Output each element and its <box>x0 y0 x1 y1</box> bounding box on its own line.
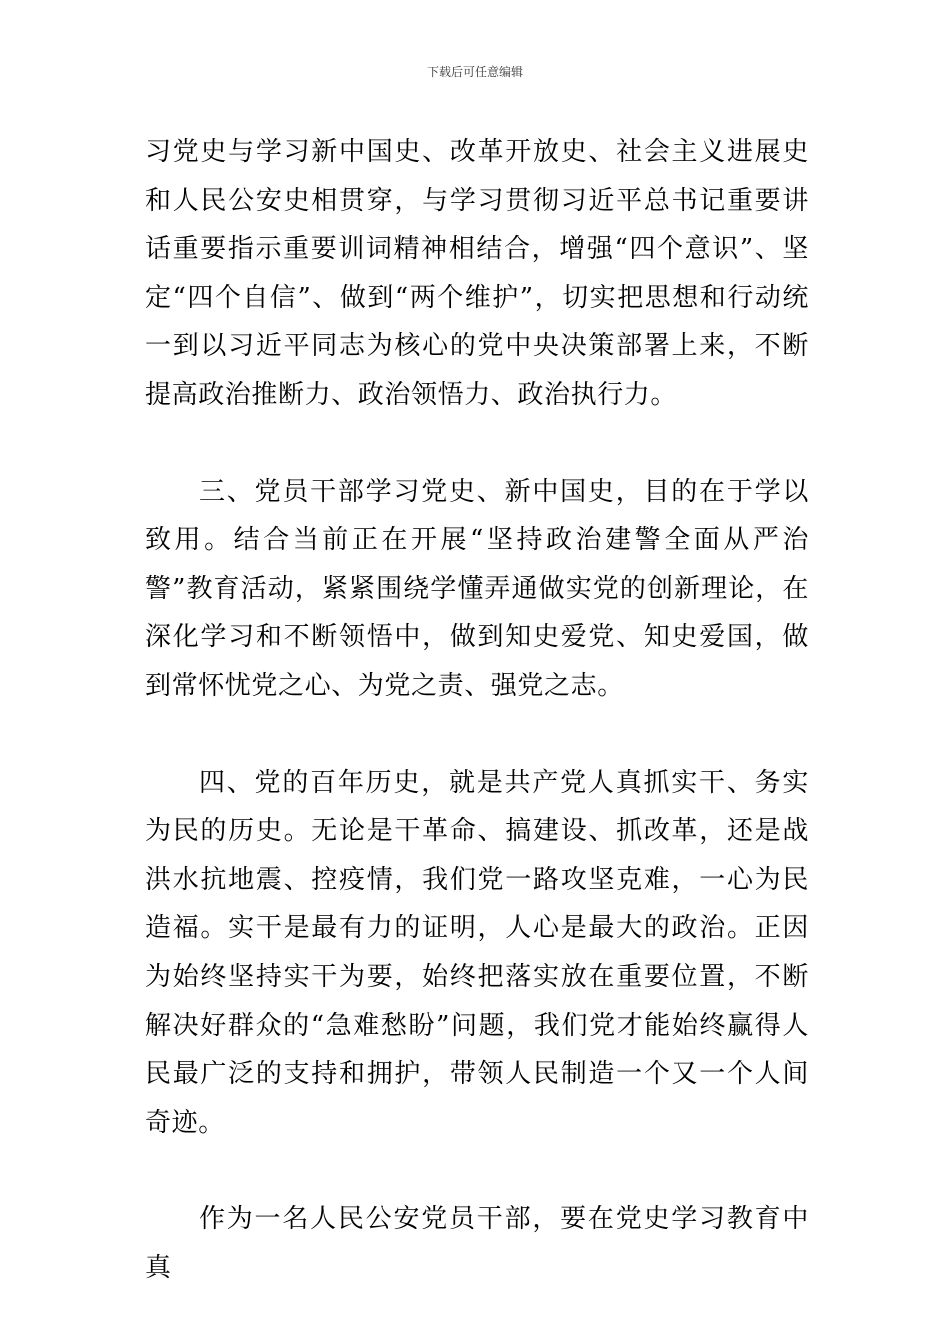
document-body <box>145 128 809 1292</box>
paragraph-4: 作为一名人民公安党员干部，要在党史学习教育中真 <box>145 1204 809 1283</box>
paragraph-1: 习党史与学习新中国史、改革开放史、社会主义进展史和人民公安史相贯穿，与学习贯彻习近平总书记重要讲话重要指示重要训词精神相结合，增强“四个意识”、坚定“四个自信”、做到“两个维护”，切实把思想和行动统一到以习近平同志为核心的党中央决策部署上来，不断提高政治推断力、政治领悟力、政治执行力。 <box>145 137 809 410</box>
paragraph-2: 三、党员干部学习党史、新中国史，目的在于学以致用。结合当前正在开展“坚持政治建警全面从严治警”教育活动，紧紧围绕学懂弄通做实党的创新理论，在深化学习和不断领悟中，做到知史爱党、知史爱国，做到常怀忧党之心、为党之责、强党之志。 <box>145 476 809 701</box>
page-header: 下载后可任意编辑 <box>426 65 523 79</box>
paragraph-3: 四、党的百年历史，就是共产党人真抓实干、务实为民的历史。无论是干革命、搞建设、抓改革，还是战洪水抗地震、控疫情，我们党一路攻坚克难，一心为民造福。实干是最有力的证明，人心是最大的政治。正因为始终坚持实干为要，始终把落实放在重要位置，不断解决好群众的“急难愁盼”问题，我们党才能始终赢得人民最广泛的支持和拥护，带领人民制造一个又一个人间奇迹。 <box>145 767 809 1138</box>
